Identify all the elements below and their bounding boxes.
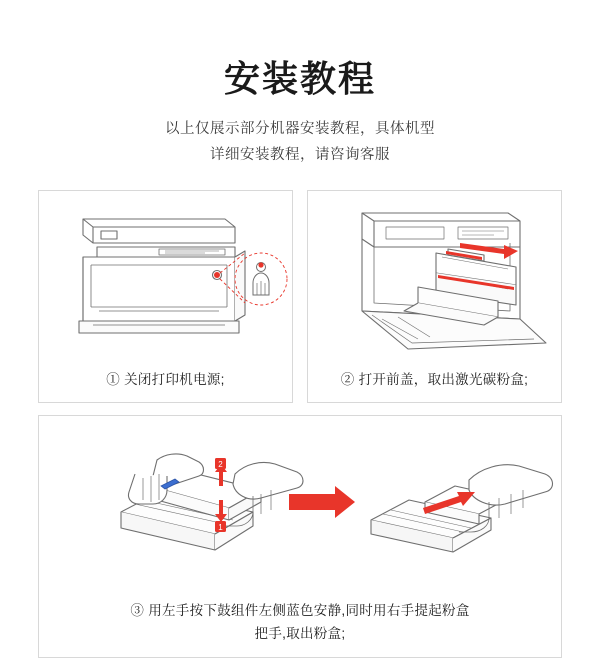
step-card-3 [38, 415, 562, 658]
svg-text:2: 2 [218, 460, 223, 470]
svg-text:1: 1 [218, 523, 223, 533]
steps-container [0, 190, 600, 658]
subtitle-line-2: 详细安装教程，请咨询客服 [210, 146, 390, 163]
printer-power-button-illustration [39, 191, 292, 361]
step-2-caption: ② 打开前盖，取出激光碳粉盒; [340, 372, 529, 388]
step-card-2 [307, 190, 562, 403]
step-card-1 [38, 190, 293, 403]
page-subtitle [0, 117, 600, 168]
hands-separating-toner-drum-illustration [39, 416, 561, 591]
printer-open-cover-toner-illustration [308, 191, 561, 361]
subtitle-line-1: 以上仅展示部分机器安装教程，具体机型 [165, 121, 435, 138]
page-title: 安装教程 [223, 58, 376, 99]
step-1-caption: ① 关闭打印机电源; [106, 372, 225, 388]
steps-row-top [38, 190, 562, 403]
step-3-caption-line-1: ③ 用左手按下鼓组件左侧蓝色安静,同时用右手提起粉盒 [130, 603, 470, 619]
step-3-caption [39, 591, 561, 657]
step-3-caption-line-2: 把手,取出粉盒; [254, 625, 346, 641]
